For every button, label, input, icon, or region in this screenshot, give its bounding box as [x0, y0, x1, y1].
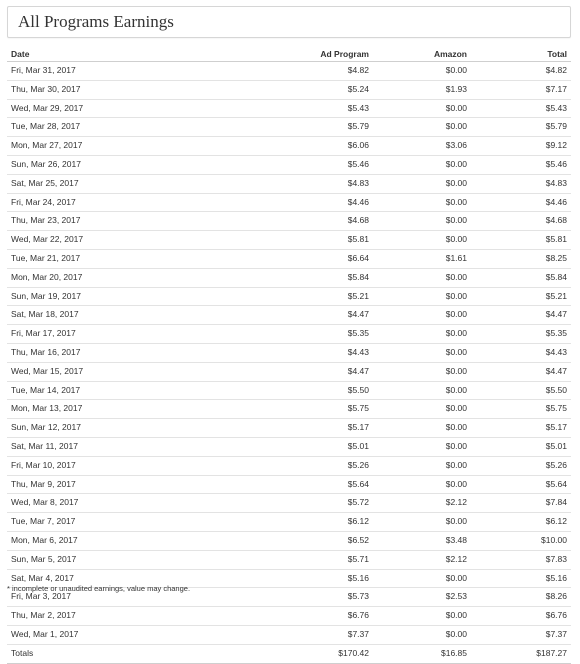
cell-date: Tue, Mar 7, 2017 [7, 513, 247, 532]
cell-ad-program: $5.84 [247, 268, 373, 287]
cell-ad-program: $5.46 [247, 155, 373, 174]
cell-amazon: $0.00 [373, 625, 471, 644]
cell-ad-program: $5.73 [247, 588, 373, 607]
cell-total: $7.17 [471, 80, 571, 99]
cell-date: Sat, Mar 4, 2017 [7, 569, 247, 588]
table-row [7, 456, 571, 475]
cell-total: $4.82 [471, 62, 571, 81]
cell-amazon: $0.00 [373, 268, 471, 287]
cell-total: $5.84 [471, 268, 571, 287]
cell-amazon: $0.00 [373, 362, 471, 381]
cell-total: $8.26 [471, 588, 571, 607]
cell-date: Mon, Mar 27, 2017 [7, 137, 247, 156]
cell-date: Tue, Mar 14, 2017 [7, 381, 247, 400]
cell-ad-program: $6.52 [247, 531, 373, 550]
cell-date: Tue, Mar 28, 2017 [7, 118, 247, 137]
table-row [7, 419, 571, 438]
cell-amazon: $2.12 [373, 494, 471, 513]
cell-total: $7.83 [471, 550, 571, 569]
cell-total: $5.81 [471, 231, 571, 250]
cell-ad-program: $6.06 [247, 137, 373, 156]
cell-date: Mon, Mar 6, 2017 [7, 531, 247, 550]
cell-date: Sat, Mar 25, 2017 [7, 174, 247, 193]
cell-date: Mon, Mar 13, 2017 [7, 400, 247, 419]
cell-amazon: $0.00 [373, 419, 471, 438]
cell-total: $5.26 [471, 456, 571, 475]
column-header-total: Total [471, 47, 571, 62]
table-header-row [7, 47, 571, 62]
totals-total: $187.27 [471, 644, 571, 663]
cell-amazon: $0.00 [373, 118, 471, 137]
cell-date: Wed, Mar 8, 2017 [7, 494, 247, 513]
table-body [7, 62, 571, 645]
table-row [7, 607, 571, 626]
cell-date: Fri, Mar 17, 2017 [7, 325, 247, 344]
cell-amazon: $0.00 [373, 287, 471, 306]
table-row [7, 306, 571, 325]
cell-amazon: $0.00 [373, 513, 471, 532]
cell-amazon: $2.12 [373, 550, 471, 569]
cell-amazon: $0.00 [373, 155, 471, 174]
cell-amazon: $3.48 [373, 531, 471, 550]
table-row [7, 231, 571, 250]
cell-date: Sat, Mar 11, 2017 [7, 437, 247, 456]
cell-amazon: $0.00 [373, 231, 471, 250]
cell-ad-program: $4.68 [247, 212, 373, 231]
cell-amazon: $0.00 [373, 62, 471, 81]
cell-ad-program: $5.26 [247, 456, 373, 475]
table-row [7, 625, 571, 644]
cell-ad-program: $5.75 [247, 400, 373, 419]
cell-ad-program: $4.46 [247, 193, 373, 212]
table-row [7, 381, 571, 400]
column-header-ad-program: Ad Program [247, 47, 373, 62]
table-row [7, 343, 571, 362]
page-title: All Programs Earnings [18, 12, 174, 31]
cell-ad-program: $7.37 [247, 625, 373, 644]
table-row [7, 531, 571, 550]
cell-ad-program: $6.64 [247, 249, 373, 268]
cell-amazon: $0.00 [373, 193, 471, 212]
cell-amazon: $0.00 [373, 381, 471, 400]
cell-total: $4.46 [471, 193, 571, 212]
cell-total: $4.47 [471, 306, 571, 325]
cell-amazon: $0.00 [373, 569, 471, 588]
cell-total: $5.64 [471, 475, 571, 494]
cell-ad-program: $4.82 [247, 62, 373, 81]
cell-date: Fri, Mar 31, 2017 [7, 62, 247, 81]
page-title-panel [7, 6, 571, 38]
cell-total: $5.75 [471, 400, 571, 419]
cell-ad-program: $5.21 [247, 287, 373, 306]
cell-ad-program: $6.76 [247, 607, 373, 626]
cell-ad-program: $5.16 [247, 569, 373, 588]
cell-date: Sun, Mar 5, 2017 [7, 550, 247, 569]
cell-ad-program: $5.43 [247, 99, 373, 118]
cell-amazon: $0.00 [373, 475, 471, 494]
cell-date: Thu, Mar 16, 2017 [7, 343, 247, 362]
table-row [7, 174, 571, 193]
cell-date: Fri, Mar 10, 2017 [7, 456, 247, 475]
cell-total: $5.35 [471, 325, 571, 344]
cell-amazon: $0.00 [373, 437, 471, 456]
cell-date: Mon, Mar 20, 2017 [7, 268, 247, 287]
cell-amazon: $0.00 [373, 343, 471, 362]
totals-row [7, 644, 571, 663]
cell-ad-program: $5.64 [247, 475, 373, 494]
cell-date: Thu, Mar 9, 2017 [7, 475, 247, 494]
cell-ad-program: $5.79 [247, 118, 373, 137]
cell-date: Wed, Mar 15, 2017 [7, 362, 247, 381]
cell-amazon: $0.00 [373, 400, 471, 419]
cell-amazon: $1.61 [373, 249, 471, 268]
table-row [7, 287, 571, 306]
cell-total: $5.16 [471, 569, 571, 588]
cell-total: $5.21 [471, 287, 571, 306]
table-row [7, 268, 571, 287]
table-row [7, 550, 571, 569]
cell-total: $5.17 [471, 419, 571, 438]
totals-amazon: $16.85 [373, 644, 471, 663]
cell-date: Fri, Mar 3, 2017 [7, 588, 247, 607]
table-row [7, 212, 571, 231]
cell-amazon: $0.00 [373, 212, 471, 231]
table-row [7, 193, 571, 212]
cell-ad-program: $4.47 [247, 362, 373, 381]
cell-date: Sun, Mar 19, 2017 [7, 287, 247, 306]
table-row [7, 80, 571, 99]
cell-total: $9.12 [471, 137, 571, 156]
table-row [7, 137, 571, 156]
cell-total: $10.00 [471, 531, 571, 550]
cell-total: $4.68 [471, 212, 571, 231]
cell-date: Thu, Mar 2, 2017 [7, 607, 247, 626]
totals-ad-program: $170.42 [247, 644, 373, 663]
cell-ad-program: $5.24 [247, 80, 373, 99]
cell-amazon: $2.53 [373, 588, 471, 607]
cell-ad-program: $5.01 [247, 437, 373, 456]
cell-amazon: $0.00 [373, 607, 471, 626]
cell-ad-program: $4.47 [247, 306, 373, 325]
cell-ad-program: $4.83 [247, 174, 373, 193]
cell-total: $4.83 [471, 174, 571, 193]
cell-date: Sun, Mar 26, 2017 [7, 155, 247, 174]
table-row [7, 62, 571, 81]
cell-total: $5.01 [471, 437, 571, 456]
column-header-date: Date [7, 47, 247, 62]
cell-total: $4.43 [471, 343, 571, 362]
cell-amazon: $3.06 [373, 137, 471, 156]
totals-label: Totals [7, 644, 247, 663]
table-row [7, 513, 571, 532]
cell-total: $4.47 [471, 362, 571, 381]
cell-date: Sun, Mar 12, 2017 [7, 419, 247, 438]
cell-total: $5.79 [471, 118, 571, 137]
table-row [7, 99, 571, 118]
cell-amazon: $0.00 [373, 325, 471, 344]
table-row [7, 118, 571, 137]
table-row [7, 400, 571, 419]
cell-total: $5.50 [471, 381, 571, 400]
cell-total: $7.84 [471, 494, 571, 513]
table-row [7, 362, 571, 381]
cell-date: Tue, Mar 21, 2017 [7, 249, 247, 268]
cell-ad-program: $5.72 [247, 494, 373, 513]
footnote: * incomplete or unaudited earnings, value may change. [7, 584, 191, 593]
cell-amazon: $0.00 [373, 456, 471, 475]
table-row [7, 475, 571, 494]
earnings-table [7, 47, 571, 664]
cell-amazon: $1.93 [373, 80, 471, 99]
cell-ad-program: $5.35 [247, 325, 373, 344]
table-row [7, 437, 571, 456]
cell-date: Wed, Mar 22, 2017 [7, 231, 247, 250]
cell-amazon: $0.00 [373, 99, 471, 118]
cell-date: Fri, Mar 24, 2017 [7, 193, 247, 212]
cell-date: Sat, Mar 18, 2017 [7, 306, 247, 325]
table-row [7, 249, 571, 268]
cell-ad-program: $5.81 [247, 231, 373, 250]
cell-amazon: $0.00 [373, 306, 471, 325]
table-row [7, 155, 571, 174]
cell-ad-program: $6.12 [247, 513, 373, 532]
cell-date: Wed, Mar 1, 2017 [7, 625, 247, 644]
cell-date: Wed, Mar 29, 2017 [7, 99, 247, 118]
cell-date: Thu, Mar 30, 2017 [7, 80, 247, 99]
cell-ad-program: $5.17 [247, 419, 373, 438]
cell-ad-program: $5.50 [247, 381, 373, 400]
cell-amazon: $0.00 [373, 174, 471, 193]
cell-ad-program: $5.71 [247, 550, 373, 569]
cell-ad-program: $4.43 [247, 343, 373, 362]
cell-total: $6.76 [471, 607, 571, 626]
table-row [7, 325, 571, 344]
cell-total: $8.25 [471, 249, 571, 268]
table-row [7, 494, 571, 513]
cell-total: $6.12 [471, 513, 571, 532]
cell-total: $5.46 [471, 155, 571, 174]
cell-date: Thu, Mar 23, 2017 [7, 212, 247, 231]
cell-total: $7.37 [471, 625, 571, 644]
cell-total: $5.43 [471, 99, 571, 118]
column-header-amazon: Amazon [373, 47, 471, 62]
